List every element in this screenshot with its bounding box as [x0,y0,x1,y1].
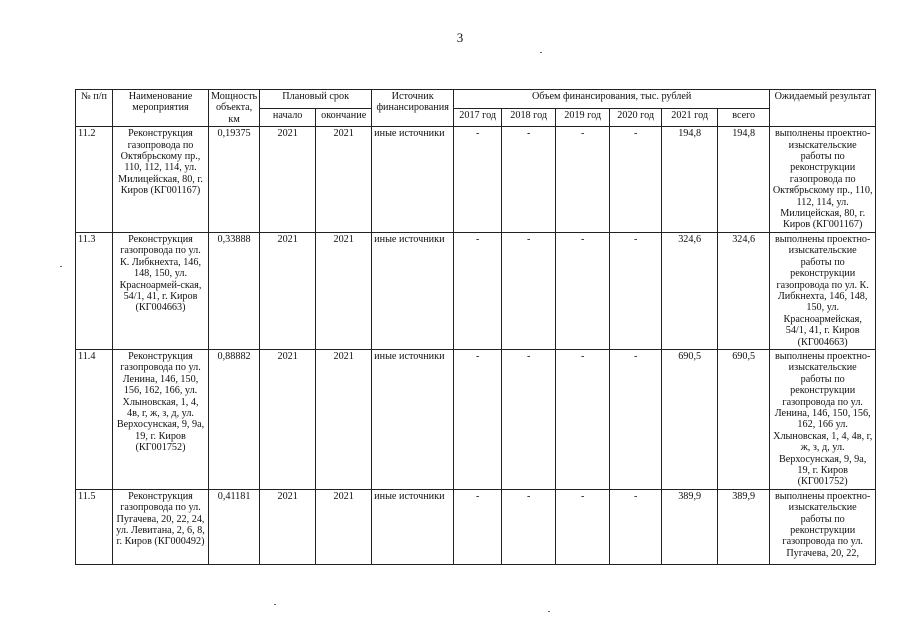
row-2020: - [610,127,662,233]
row-end: 2021 [316,489,372,564]
row-funding-source: иные источники [372,489,454,564]
funding-plan-table [75,89,876,565]
row-end: 2021 [316,349,372,489]
row-activity-name: Реконструкция газопровода по Октябрьскому пр., 110, 112, 114, ул. Милицейская, 80, г. Киров (КГ001167) [113,127,209,233]
row-2021: 690,5 [662,349,718,489]
header-year-2018: 2018 год [502,108,556,127]
row-end: 2021 [316,232,372,349]
row-2017: - [454,489,502,564]
row-start: 2021 [260,127,316,233]
row-funding-source: иные источники [372,127,454,233]
row-funding-source: иные источники [372,349,454,489]
row-funding-source: иные источники [372,232,454,349]
row-2021: 194,8 [662,127,718,233]
row-2017: - [454,127,502,233]
row-total: 389,9 [718,489,770,564]
row-total: 324,6 [718,232,770,349]
row-number: 11.4 [76,349,113,489]
row-number: 11.2 [76,127,113,233]
row-2019: - [556,349,610,489]
row-2017: - [454,349,502,489]
table-row [76,489,876,564]
row-expected-result: выполнены проектно-изыскательские работы по реконструкции газопровода по ул. К. Либкнехта, 146, 148, 150, ул. Красноармейская, 54/1, 41, г. Киров (КГ004663) [770,232,876,349]
header-expected-result: Ожидаемый результат [770,90,876,127]
scan-speck [274,604,276,605]
table-row [76,127,876,233]
header-year-2017: 2017 год [454,108,502,127]
row-start: 2021 [260,349,316,489]
row-2020: - [610,349,662,489]
header-capacity: Мощность объекта, км [209,90,260,127]
header-row-1 [76,90,876,109]
row-total: 690,5 [718,349,770,489]
row-2021: 389,9 [662,489,718,564]
row-2018: - [502,127,556,233]
table-row [76,349,876,489]
header-total: всего [718,108,770,127]
header-year-2021: 2021 год [662,108,718,127]
row-2019: - [556,489,610,564]
page-number: 3 [456,30,464,45]
header-number: № п/п [76,90,113,127]
header-year-2020: 2020 год [610,108,662,127]
header-start: начало [260,108,316,127]
row-expected-result: выполнены проектно-изыскательские работы по реконструкции газопровода по ул. Ленина, 146, 150, 156, 162, 166 ул. Хлыновская, 1, 4, 4в, г, ж, з, д, ул. Верхосунская, 9, 9а, 19, г. Киров (КГ001752) [770,349,876,489]
row-2020: - [610,232,662,349]
row-2020: - [610,489,662,564]
row-2019: - [556,127,610,233]
row-start: 2021 [260,489,316,564]
header-funding-source: Источник финансирования [372,90,454,127]
row-end: 2021 [316,127,372,233]
row-capacity: 0,88882 [209,349,260,489]
scan-speck [60,266,62,267]
row-activity-name: Реконструкция газопровода по ул. Ленина, 146, 150, 156, 162, 166, ул. Хлыновская, 1, 4, 4в, г, ж, з, д, ул. Верхосунская, 9, 9а, 19, г. Киров (КГ001752) [113,349,209,489]
row-total: 194,8 [718,127,770,233]
scan-speck [540,52,542,53]
row-capacity: 0,33888 [209,232,260,349]
row-capacity: 0,41181 [209,489,260,564]
row-number: 11.3 [76,232,113,349]
row-capacity: 0,19375 [209,127,260,233]
row-2021: 324,6 [662,232,718,349]
scan-speck [548,611,550,612]
row-activity-name: Реконструкция газопровода по ул. Пугачева, 20, 22, 24, ул. Левитана, 2, 6, 8, г. Киров (КГ000492) [113,489,209,564]
header-funding-volume: Объем финансирования, тыс. рублей [454,90,770,109]
row-expected-result: выполнены проектно-изыскательские работы по реконструкции газопровода по ул. Пугачева, 20, 22, [770,489,876,564]
row-number: 11.5 [76,489,113,564]
header-end: окончание [316,108,372,127]
row-2019: - [556,232,610,349]
row-2017: - [454,232,502,349]
header-year-2019: 2019 год [556,108,610,127]
row-activity-name: Реконструкция газопровода по ул. К. Либкнехта, 146, 148, 150, ул. Красноармей-ская, 54/1, 41, г. Киров (КГ004663) [113,232,209,349]
row-2018: - [502,232,556,349]
header-activity-name: Наименование мероприятия [113,90,209,127]
row-start: 2021 [260,232,316,349]
row-2018: - [502,349,556,489]
row-expected-result: выполнены проектно-изыскательские работы по реконструкции газопровода по Октябрьскому пр., 110, 112, 114, ул. Милицейская, 80, г. Киров (КГ001167) [770,127,876,233]
table-row [76,232,876,349]
row-2018: - [502,489,556,564]
header-planned-period: Плановый срок [260,90,372,109]
